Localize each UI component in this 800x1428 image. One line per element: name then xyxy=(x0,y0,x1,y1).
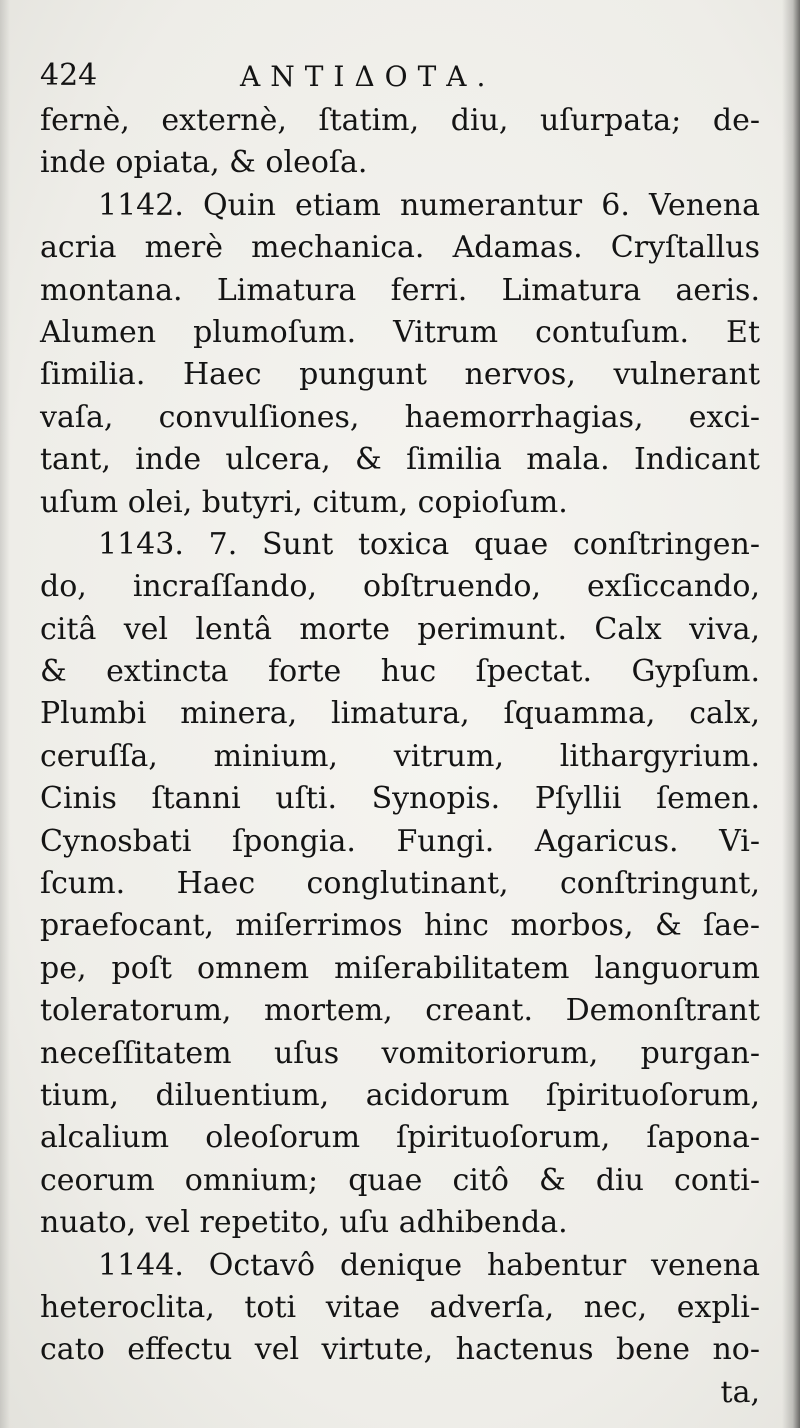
text-line: & extincta forte huc ſpectat. Gypſum. xyxy=(40,654,760,690)
text-line: Cinis ſtanni uſti. Synopis. Pſyllii ſemen. xyxy=(40,781,760,817)
text-line: citâ vel lentâ morte perimunt. Calx viva, xyxy=(40,611,760,647)
body-text xyxy=(40,100,760,1414)
text-line: vaſa, convulſiones, haemorrhagias, exci- xyxy=(40,399,760,435)
paragraph-1144-start: 1144. Octavô denique habentur venena xyxy=(98,1247,760,1283)
text-line: alcalium oleoſorum ſpirituoſorum, ſapona- xyxy=(40,1120,760,1156)
text-line: acria merè mechanica. Adamas. Cryſtallus xyxy=(40,230,760,266)
text-line: ta, xyxy=(720,1374,760,1410)
text-line: neceſſitatem uſus vomitoriorum, purgan- xyxy=(40,1035,760,1071)
text-line: ceorum omnium; quae citô & diu conti- xyxy=(40,1162,760,1198)
page-number: 424 xyxy=(40,58,98,93)
running-title: ANTIΔΟΤΑ. xyxy=(240,60,496,93)
text-line: Cynosbati ſpongia. Fungi. Agaricus. Vi- xyxy=(40,823,760,859)
text-line: do, incraſſando, obſtruendo, exſiccando, xyxy=(40,569,760,605)
text-line: Alumen plumoſum. Vitrum contuſum. Et xyxy=(40,314,760,350)
text-line: inde opiata, & oleoſa. xyxy=(40,145,368,181)
text-line: nuato, vel repetito, uſu adhibenda. xyxy=(40,1205,568,1241)
text-line: tium, diluentium, acidorum ſpirituoſorum, xyxy=(40,1077,760,1113)
text-line: tant, inde ulcera, & ſimilia mala. Indicant xyxy=(40,442,760,478)
text-line: ſimilia. Haec pungunt nervos, vulnerant xyxy=(40,357,760,393)
text-line: pe, poſt omnem miſerabilitatem languorum xyxy=(40,950,760,986)
text-line: fernè, externè, ſtatim, diu, uſurpata; de- xyxy=(40,103,760,138)
running-head xyxy=(40,56,760,96)
text-line: uſum olei, butyri, citum, copioſum. xyxy=(40,484,568,520)
text-line: praefocant, miſerrimos hinc morbos, & ſae- xyxy=(40,908,760,944)
text-line: ceruſſa, minium, vitrum, lithargyrium. xyxy=(40,738,760,774)
page-gutter-shadow xyxy=(0,0,10,1428)
text-line: Plumbi minera, limatura, ſquamma, calx, xyxy=(40,696,760,732)
page-edge-shadow xyxy=(782,0,800,1428)
text-line: heteroclita, toti vitae adverſa, nec, expli- xyxy=(40,1289,760,1325)
text-line: montana. Limatura ferri. Limatura aeris. xyxy=(40,272,760,308)
text-line: cato effectu vel virtute, hactenus bene no- xyxy=(40,1332,760,1368)
paragraph-1142-start: 1142. Quin etiam numerantur 6. Venena xyxy=(98,187,760,223)
text-line: toleratorum, mortem, creant. Demonſtrant xyxy=(40,993,760,1029)
text-line: ſcum. Haec conglutinant, conſtringunt, xyxy=(40,866,760,902)
paragraph-1143-start: 1143. 7. Sunt toxica quae conſtringen- xyxy=(98,526,760,562)
